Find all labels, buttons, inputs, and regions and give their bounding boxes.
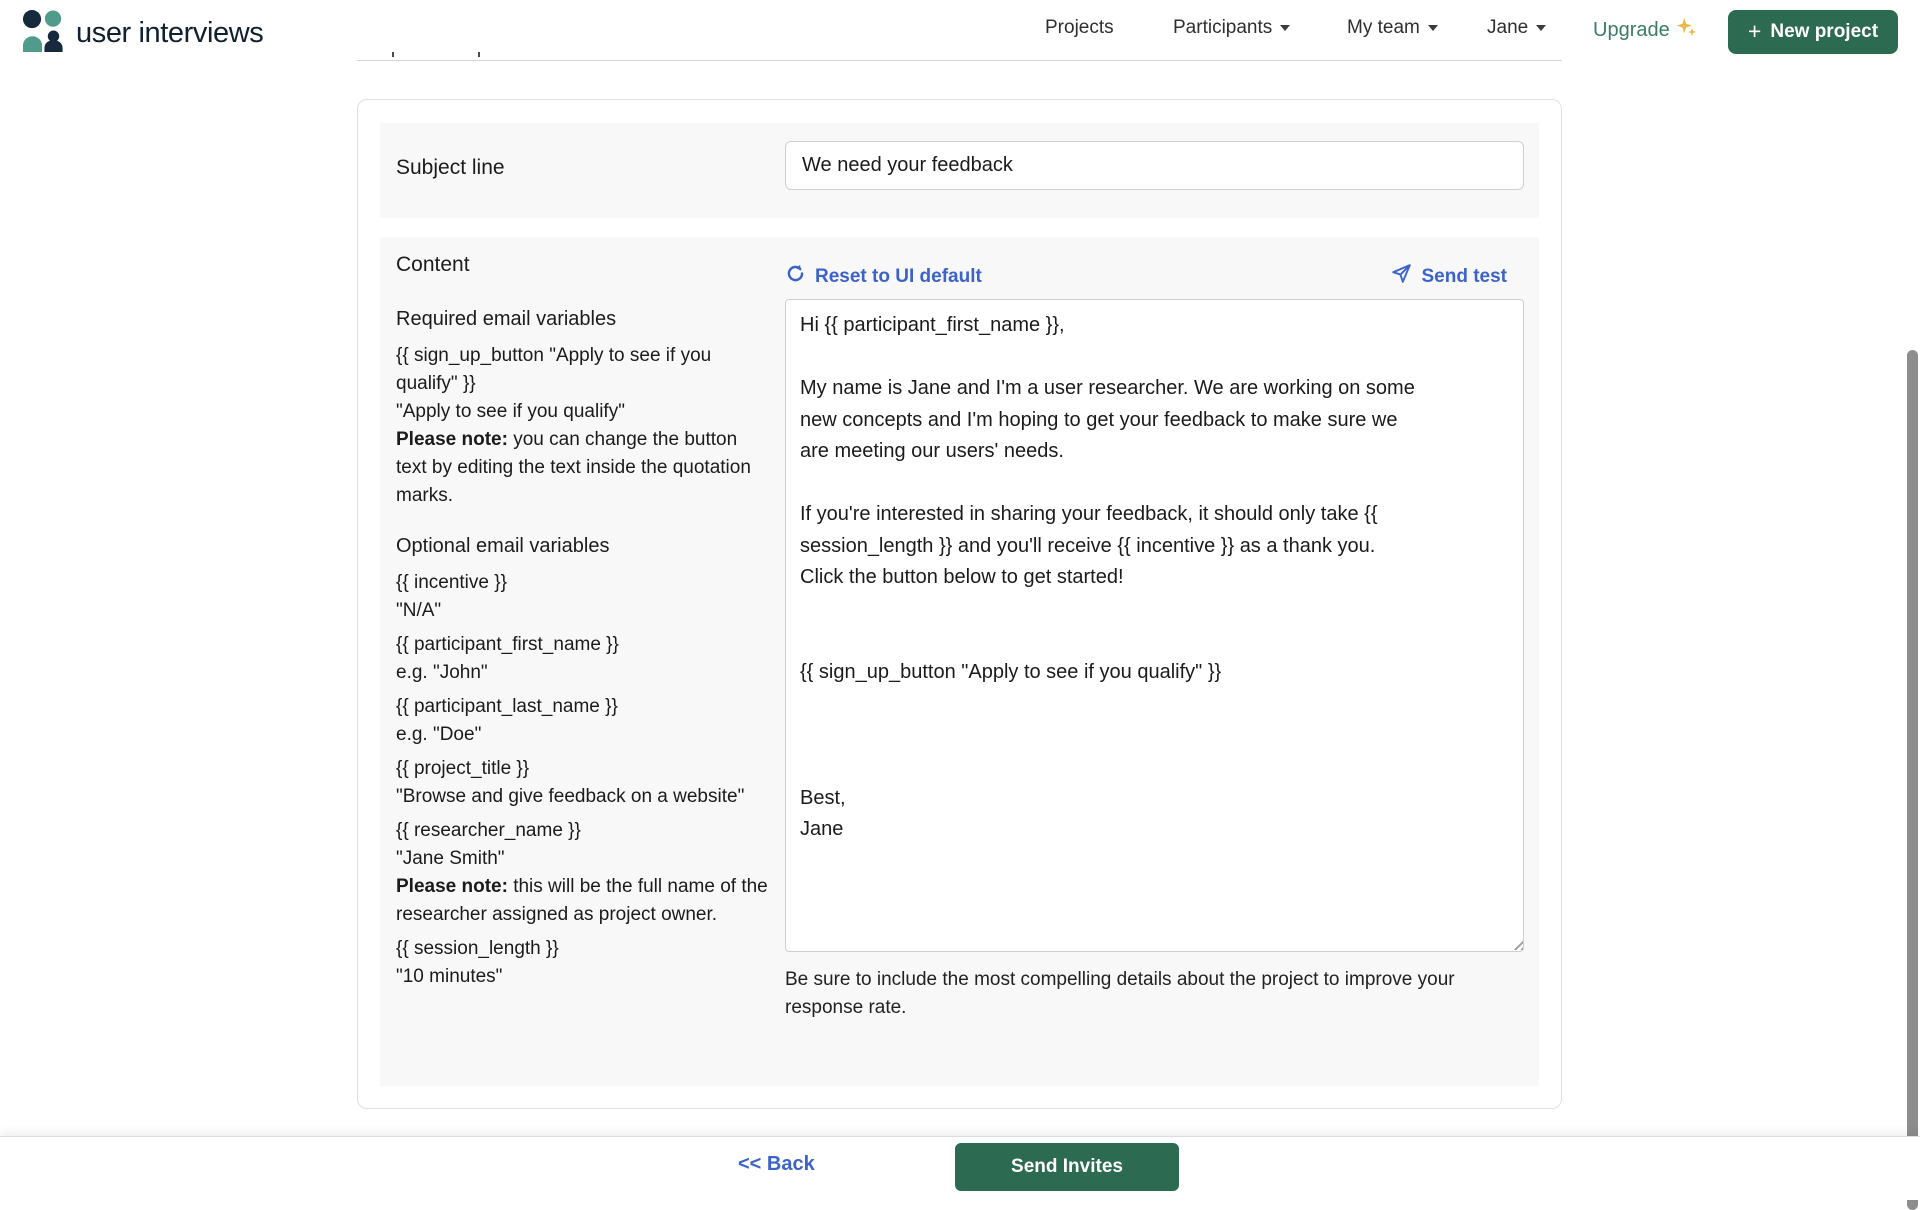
subject-input[interactable] [785, 141, 1524, 190]
helper-text: Be sure to include the most compelling details about the project to improve your response rate. [785, 969, 1455, 1018]
send-invites-button[interactable]: Send Invites [955, 1143, 1179, 1191]
brand-wordmark: user interviews [76, 17, 264, 49]
refresh-icon [785, 263, 806, 290]
nav-my-team[interactable]: My team [1347, 17, 1438, 39]
wizard-footer [0, 1136, 1920, 1200]
subject-label: Subject line [396, 156, 505, 179]
reset-to-default-button[interactable]: Reset to UI default [785, 263, 982, 290]
send-icon [1391, 263, 1412, 290]
plus-icon: + [1747, 17, 1762, 44]
sparkles-icon [1676, 16, 1698, 44]
content-section [380, 237, 1539, 1086]
new-project-button[interactable]: + New project [1728, 10, 1898, 54]
optional-variables-title: Optional email variables [396, 535, 610, 557]
scrolled-section-edge [357, 40, 1562, 61]
chevron-down-icon [1428, 25, 1438, 31]
send-test-button[interactable]: Send test [1391, 263, 1507, 290]
back-link[interactable]: << Back [738, 1153, 815, 1175]
scrollbar-thumb[interactable] [1907, 350, 1918, 1210]
chevron-down-icon [1280, 25, 1290, 31]
upgrade-link[interactable]: Upgrade [1593, 16, 1698, 44]
chevron-down-icon [1536, 25, 1546, 31]
email-editor-card [357, 99, 1562, 1109]
variable-incentive: {{ incentive }} "N/A" [396, 572, 507, 621]
user-interviews-logo-icon [22, 9, 64, 58]
nav-user-menu[interactable]: Jane [1487, 17, 1546, 39]
brand[interactable] [22, 9, 263, 58]
variable-session-length: {{ session_length }} "10 minutes" [396, 938, 559, 987]
required-variables-title: Required email variables [396, 308, 617, 330]
variable-sign-up-button: {{ sign_up_button "Apply to see if you qualify" }} "Apply to see if you qualify" Please note: you can change the button text by editing the text inside the quotation marks. [396, 345, 751, 506]
email-variables-panel [396, 305, 768, 997]
variable-project-title: {{ project_title }} "Browse and give feedback on a website" [396, 758, 745, 807]
email-body-textarea[interactable] [785, 299, 1524, 952]
content-label: Content [396, 253, 470, 276]
variable-researcher-name: {{ researcher_name }} "Jane Smith" Please note: this will be the full name of the researcher assigned as project owner. [396, 820, 768, 925]
variable-participant-first-name: {{ participant_first_name }} e.g. "John" [396, 634, 619, 683]
nav-projects[interactable]: Projects [1045, 17, 1114, 38]
nav-participants[interactable]: Participants [1173, 17, 1290, 39]
subject-section [380, 123, 1539, 218]
variable-participant-last-name: {{ participant_last_name }} e.g. "Doe" [396, 696, 618, 745]
